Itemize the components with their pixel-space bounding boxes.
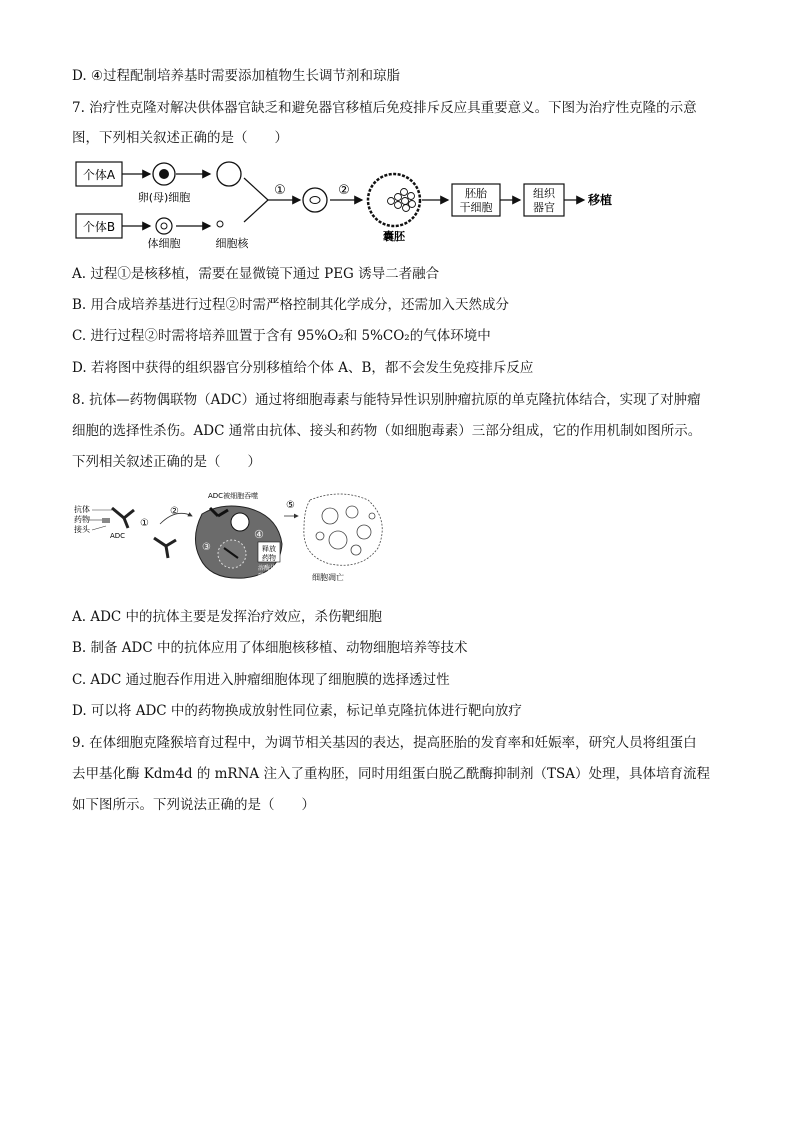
linker-label: 接头 — [74, 525, 90, 534]
question-7-option-a: A. 过程①是核移植，需要在显微镜下通过 PEG 诱导二者融合 — [72, 266, 440, 282]
question-7-option-b: B. 用合成培养基进行过程②时需严格控制其化学成分，还需加入天然成分 — [72, 297, 510, 313]
stem-cell-label-1: 胚胎 — [465, 187, 487, 200]
question-8-option-b: B. 制备 ADC 中的抗体应用了体细胞核移植、动物细胞培养等技术 — [72, 640, 468, 656]
question-7-option-c: C. 进行过程②时需将培养皿置于含有 95%O₂和 5%CO₂的气体环境中 — [72, 328, 491, 344]
lysosome-label-1: 溶酶体 — [258, 565, 277, 572]
transplant-label: 移植 — [588, 193, 613, 207]
question-9-stem-3: 如下图所示。下列说法正确的是（ ） — [72, 797, 315, 813]
individual-a-label: 个体A — [82, 168, 116, 182]
step-4-marker: ④ — [254, 528, 264, 541]
release-drug-label-2: 药物 — [262, 554, 276, 562]
question-8-stem-3: 下列相关叙述正确的是（ ） — [72, 454, 261, 470]
question-7-stem-2: 图，下列相关叙述正确的是（ ） — [72, 130, 288, 146]
antibody-label: 抗体 — [74, 505, 90, 514]
organ-label-2: 器官 — [533, 201, 555, 214]
step-2-label: ② — [338, 183, 350, 198]
step-5-marker: ⑤ — [286, 500, 295, 511]
question-7-option-d: D. 若将图中获得的组织器官分别移植给个体 A、B，都不会发生免疫排斥反应 — [72, 360, 534, 376]
apoptosis-label: 细胞凋亡 — [312, 573, 344, 582]
adc-mechanism-diagram — [72, 486, 392, 582]
individual-b-label: 个体B — [82, 220, 116, 234]
question-8-option-d: D. 可以将 ADC 中的药物换成放射性同位素，标记单克隆抗体进行靶向放疗 — [72, 703, 522, 719]
oocyte-label: 卵(母)细胞 — [137, 191, 191, 204]
somatic-cell-label: 体细胞 — [147, 237, 181, 250]
release-drug-label-1: 释放 — [262, 545, 276, 553]
adc-molecule — [102, 508, 134, 528]
therapeutic-cloning-diagram — [72, 156, 632, 256]
enucleated-oocyte — [217, 162, 241, 186]
question-8-stem-1: 8. 抗体—药物偶联物（ADC）通过将细胞毒素与能特异性识别肿瘤抗原的单克隆抗体结合，实现了对肿瘤 — [72, 392, 701, 408]
adc-swallowed-label: ADC被细胞吞噬 — [208, 492, 259, 500]
nucleus-label: 细胞核 — [215, 237, 249, 250]
apoptotic-cell — [304, 494, 382, 565]
question-8-option-c: C. ADC 通过胞吞作用进入肿瘤细胞体现了细胞膜的选择透过性 — [72, 672, 450, 688]
question-7-stem-1: 7. 治疗性克隆对解决供体器官缺乏和避免器官移植后免疫排斥反应具重要意义。下图为治疗性克隆的示意 — [72, 100, 697, 116]
nucleus — [217, 221, 223, 227]
question-8-option-a: A. ADC 中的抗体主要是发挥治疗效应，杀伤靶细胞 — [72, 609, 383, 625]
question-8-stem-2: 细胞的选择性杀伤。ADC 通常由抗体、接头和药物（如细胞毒素）三部分组成，它的作用机制如图所示。 — [72, 423, 702, 439]
question-9-stem-1: 9. 在体细胞克隆猴培育过程中，为调节相关基因的表达，提高胚胎的发育率和妊娠率，研究人员将组蛋白 — [72, 735, 697, 751]
step-3-marker: ③ — [202, 542, 211, 553]
step-1-label: ① — [274, 183, 286, 198]
blastocyst-label: 囊胚 — [383, 230, 405, 243]
step-2-marker: ② — [170, 506, 179, 517]
organ-label-1: 组织 — [533, 187, 555, 200]
question-9-stem-2: 去甲基化酶 Kdm4d 的 mRNA 注入了重构胚，同时用组蛋白脱乙酰酶抑制剂（TSA）处理，具体培育流程 — [72, 766, 710, 782]
lysosome-label-2: 破裂 — [258, 573, 271, 580]
stem-cell-label-2: 干细胞 — [459, 201, 493, 214]
line-q6-option-d: D. ④过程配制培养基时需要添加植物生长调节剂和琼脂 — [72, 68, 401, 84]
drug-label: 药物 — [74, 515, 90, 524]
adc-label: ADC — [110, 532, 126, 540]
step-1-marker: ① — [140, 518, 149, 529]
blastocyst — [368, 174, 420, 226]
